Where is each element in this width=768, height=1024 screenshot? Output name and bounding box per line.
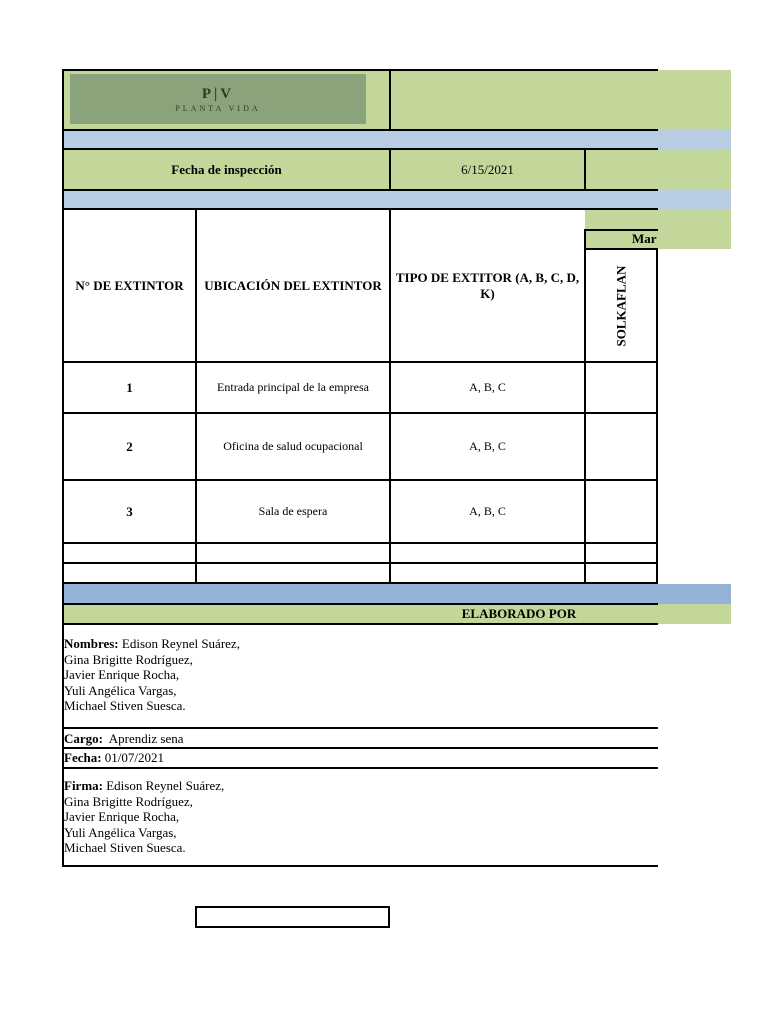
row-2-type: A, B, C xyxy=(469,439,506,453)
logo-brand-text: PLANTA VIDA xyxy=(175,103,261,113)
row-1-type: A, B, C xyxy=(469,380,506,394)
inspection-date-label: Fecha de inspección xyxy=(171,161,282,177)
cargo-line xyxy=(64,731,654,747)
fecha-label: Fecha: xyxy=(64,750,102,765)
fecha-value: 01/07/2021 xyxy=(104,750,165,765)
firma-3: Javier Enrique Rocha, xyxy=(64,809,180,824)
names-block xyxy=(64,636,654,714)
separator-band-2 xyxy=(63,190,731,209)
firma-block xyxy=(64,778,654,856)
cargo-label: Cargo: xyxy=(64,731,103,746)
row-1-location: Entrada principal de la empresa xyxy=(217,380,369,394)
inspection-date-value: 6/15/2021 xyxy=(461,161,514,177)
row-3-type: A, B, C xyxy=(469,504,506,518)
elaborated-title: ELABORADO POR xyxy=(461,606,577,621)
logo-monogram: P|V xyxy=(201,85,235,102)
header-brand-solkaflan-cell xyxy=(585,249,657,362)
fecha-line xyxy=(64,750,654,766)
firma-label: Firma: xyxy=(64,778,103,793)
row-3-location: Sala de espera xyxy=(258,504,328,518)
header-brand-group: Mar xyxy=(632,231,657,246)
header-extinguisher-location: UBICACIÓN DEL EXTINTOR xyxy=(204,277,382,293)
name-2: Gina Brigitte Rodríguez, xyxy=(64,651,193,667)
name-3: Javier Enrique Rocha, xyxy=(64,667,180,682)
firma-4: Yuli Angélica Vargas, xyxy=(64,824,177,840)
names-label: Nombres: xyxy=(64,636,119,651)
separator-band-3 xyxy=(63,584,731,604)
header-extinguisher-type: TIPO DE EXTITOR (A, B, C, D, K) xyxy=(395,269,580,301)
name-1: Edison Reynel Suárez, xyxy=(121,636,240,651)
company-logo xyxy=(70,74,366,124)
row-3-number: 3 xyxy=(126,503,133,519)
cargo-value: Aprendiz sena xyxy=(108,731,184,746)
separator-band-1 xyxy=(63,130,731,149)
name-4: Yuli Angélica Vargas, xyxy=(64,682,177,698)
firma-2: Gina Brigitte Rodríguez, xyxy=(64,793,193,809)
firma-1: Edison Reynel Suárez, xyxy=(106,778,225,793)
header-extinguisher-number: N° DE EXTINTOR xyxy=(75,277,184,293)
header-brand-solkaflan: SOLKAFLAN xyxy=(613,265,628,346)
name-5: Michael Stiven Suesca. xyxy=(64,698,186,713)
row-1-number: 1 xyxy=(126,379,133,395)
row-2-number: 2 xyxy=(126,438,133,454)
firma-5: Michael Stiven Suesca. xyxy=(64,840,186,855)
signature-box xyxy=(195,906,390,928)
row-2-location: Oficina de salud ocupacional xyxy=(223,439,363,453)
